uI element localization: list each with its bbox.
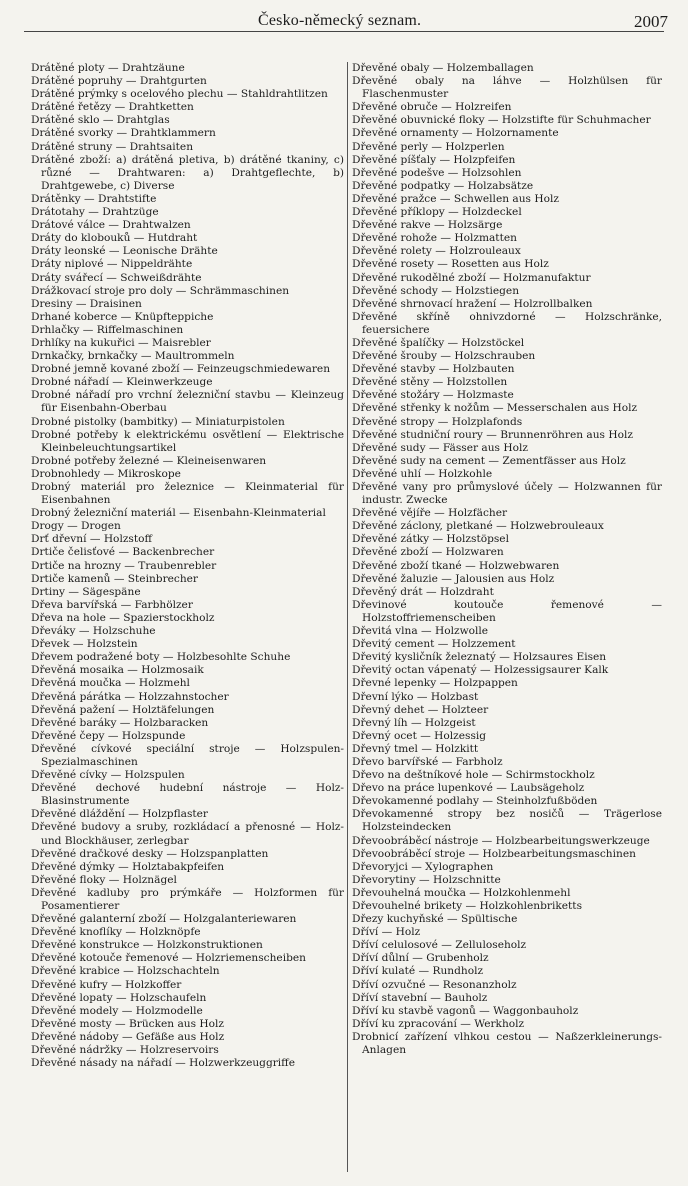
dictionary-entry: Dřevné lepenky — Holzpappen xyxy=(352,677,518,690)
dictionary-entry: Dřevěné píšťaly — Holzpfeifen xyxy=(352,153,516,166)
dictionary-entry: Dřevěné krabice — Holzschachteln xyxy=(31,965,220,978)
dictionary-entry: Dřevěné dechové hudební nástroje — Holz-Blasinstrumente xyxy=(31,782,344,808)
dictionary-entry: Drtiče na hrozny — Traubenrebler xyxy=(31,559,217,572)
dictionary-entry: Dřevěné dýmky — Holztabakpfeifen xyxy=(31,860,225,873)
dictionary-entry: Dřevěné žaluzie — Jalousien aus Holz xyxy=(352,572,555,585)
dictionary-entry: Dřevěná moučka — Holzmehl xyxy=(31,677,190,690)
dictionary-entry: Dřevěné kufry — Holzkoffer xyxy=(31,978,182,991)
dictionary-entry: Drátěné struny — Drahtsaiten xyxy=(31,140,194,153)
dictionary-entry: Dřevěné sudy — Fässer aus Holz xyxy=(352,441,528,454)
dictionary-entry: Drátěné svorky — Drahtklammern xyxy=(31,127,216,140)
dictionary-entry: Dřevěné stavby — Holzbauten xyxy=(352,363,515,376)
dictionary-entry: Dřevo na deštníkové hole — Schirmstockholz xyxy=(352,769,595,782)
dictionary-entry: Dřevný dehet — Holzteer xyxy=(352,703,489,716)
dictionary-entry: Dřevěné rolety — Holzrouleaux xyxy=(352,245,521,258)
dictionary-entry: Dřevo na práce lupenkové — Laubsägeholz xyxy=(352,782,585,795)
dictionary-entry: Drogy — Drogen xyxy=(31,520,121,533)
right-column xyxy=(352,62,662,1057)
dictionary-entry: Dřevěné knoflíky — Holzknöpfe xyxy=(31,926,201,939)
dictionary-entry: Drátotahy — Drahtzüge xyxy=(31,206,159,219)
dictionary-entry: Drobné potřeby k elektrickému osvětlení — Elektrische Kleinbeleuchtungsartikel xyxy=(31,428,344,454)
dictionary-entry: Dřevorytiny — Holzschnitte xyxy=(352,873,501,886)
dictionary-entry: Drobné potřeby železné — Kleineisenwaren xyxy=(31,454,267,467)
page-title: Česko-německý seznam. xyxy=(258,12,422,29)
dictionary-entry: Dřevěná pažení — Holztäfelungen xyxy=(31,703,215,716)
dictionary-entry: Dřeva na hole — Spazierstockholz xyxy=(31,611,215,624)
dictionary-entry: Dráty do klobouků — Hutdraht xyxy=(31,232,198,245)
dictionary-entry: Dřevěné záclony, pletkané — Holzwebrouleaux xyxy=(352,520,604,533)
dictionary-entry: Drtiče kamenů — Steinbrecher xyxy=(31,572,198,585)
dictionary-entry: Drátěné prýmky s ocelového plechu — Stahldrahtlitzen xyxy=(31,88,328,101)
left-column xyxy=(31,62,344,1070)
dictionary-entry: Dříví důlní — Grubenholz xyxy=(352,952,489,965)
dictionary-entry: Dřevěné zboží — Holzwaren xyxy=(352,546,504,559)
dictionary-entry: Dříví ozvučné — Resonanzholz xyxy=(352,978,517,991)
dictionary-entry: Dřevinové koutouče řemenové — Holzstoffriemenscheiben xyxy=(352,598,662,624)
header-rule xyxy=(24,31,664,32)
dictionary-entry: Drátěné popruhy — Drahtgurten xyxy=(31,75,207,88)
dictionary-entry: Dřevoobráběcí stroje — Holzbearbeitungsmaschinen xyxy=(352,847,636,860)
dictionary-entry: Dřevěné rukodělné zboží — Holzmanufaktur xyxy=(352,271,591,284)
dictionary-entry: Dřevěné perly — Holzperlen xyxy=(352,140,505,153)
dictionary-entry: Dříví stavební — Bauholz xyxy=(352,991,488,1004)
dictionary-entry: Dřevěné stěny — Holzstollen xyxy=(352,376,508,389)
dictionary-entry: Dřevěné rosety — Rosetten aus Holz xyxy=(352,258,549,271)
dictionary-entry: Dřevitá vlna — Holzwolle xyxy=(352,625,489,638)
dictionary-entry: Dřevěné studniční roury — Brunnenröhren aus Holz xyxy=(352,428,633,441)
dictionary-entry: Dřevěné zboží tkané — Holzwebwaren xyxy=(352,559,560,572)
dictionary-entry: Dřevěné rohože — Holzmatten xyxy=(352,232,517,245)
dictionary-entry: Dřevoryjci — Xylographen xyxy=(352,860,494,873)
dictionary-entry: Dřevěné sudy na cement — Zementfässer aus Holz xyxy=(352,454,626,467)
dictionary-entry: Drátěné ploty — Drahtzäune xyxy=(31,62,185,74)
dictionary-entry: Drhlačky — Riffelmaschinen xyxy=(31,323,184,336)
dictionary-entry: Drobný železniční materiál — Eisenbahn-Kleinmaterial xyxy=(31,507,326,520)
dictionary-entry: Drobnicí zařízení vlhkou cestou — Naßzerkleinerungs-Anlagen xyxy=(352,1030,662,1057)
dictionary-entry: Dřevěné cívky — Holzspulen xyxy=(31,769,185,782)
dictionary-entry: Drobné nářadí — Kleinwerkzeuge xyxy=(31,376,213,389)
dictionary-entry: Drážkovací stroje pro doly — Schrämmaschinen xyxy=(31,284,290,297)
dictionary-entry: Dřevěné stropy — Holzplafonds xyxy=(352,415,523,428)
dictionary-entry: Dřevní lýko — Holzbast xyxy=(352,690,479,703)
dictionary-entry: Dřeváky — Holzschuhe xyxy=(31,625,156,638)
dictionary-entry: Drobné jemně kované zboží — Feinzeugschmiedewaren xyxy=(31,363,331,376)
dictionary-entry: Dřevěné baráky — Holzbaracken xyxy=(31,716,209,729)
dictionary-entry: Drobný materiál pro železnice — Kleinmaterial für Eisenbahnen xyxy=(31,481,344,507)
dictionary-entry: Dřevem podražené boty — Holzbesohlte Schuhe xyxy=(31,651,291,664)
page-number: 2007 xyxy=(634,12,668,31)
dictionary-entry: Dřevěné obaly na láhve — Holzhülsen für Flaschenmuster xyxy=(352,75,662,101)
dictionary-entry: Dřevěné šrouby — Holzschrauben xyxy=(352,350,536,363)
dictionary-entry: Drátěné zboží: a) drátěná pletiva, b) drátěné tkaniny, c) různé — Drahtwaren: a) Drahtgeflechte, b) Drahtgewebe, c) Diverse xyxy=(31,153,344,192)
column-divider xyxy=(347,62,348,1172)
dictionary-entry: Dřevěné podešve — Holzsohlen xyxy=(352,166,522,179)
dictionary-entry: Dresiny — Draisinen xyxy=(31,297,142,310)
dictionary-entry: Drobné pistolky (bambitky) — Miniaturpistolen xyxy=(31,415,285,428)
dictionary-entry: Dřevěné galanterní zboží — Holzgalanteriewaren xyxy=(31,913,297,926)
dictionary-entry: Drť dřevní — Holzstoff xyxy=(31,533,153,546)
dictionary-entry: Dřevitý cement — Holzzement xyxy=(352,638,516,651)
dictionary-entry: Dřevek — Holzstein xyxy=(31,638,138,651)
dictionary-entry: Dřevěná párátka — Holzzahnstocher xyxy=(31,690,229,703)
dictionary-entry: Dřevěné zátky — Holzstöpsel xyxy=(352,533,509,546)
dictionary-entry: Dřevěné ornamenty — Holzornamente xyxy=(352,127,559,140)
dictionary-entry: Dřevokamenné podlahy — Steinholzfußböden xyxy=(352,795,598,808)
dictionary-entry: Dřevoobráběcí nástroje — Holzbearbeitungswerkzeuge xyxy=(352,834,650,847)
dictionary-entry: Dřeva barvířská — Farbhölzer xyxy=(31,598,193,611)
dictionary-entry: Dřevouhelná moučka — Holzkohlenmehl xyxy=(352,886,571,899)
dictionary-entry: Dříví kulaté — Rundholz xyxy=(352,965,484,978)
dictionary-entry: Dřevěné stožáry — Holzmaste xyxy=(352,389,514,402)
dictionary-entry: Drhané koberce — Knüpfteppiche xyxy=(31,310,214,323)
dictionary-entry: Dřevný tmel — Holzkitt xyxy=(352,742,479,755)
dictionary-entry: Dráty leonské — Leonische Drähte xyxy=(31,245,218,258)
dictionary-entry: Dříví ku zpracování — Werkholz xyxy=(352,1017,525,1030)
dictionary-entry: Drobnohledy — Mikroskope xyxy=(31,467,181,480)
dictionary-entry: Drnkačky, brnkačky — Maultrommeln xyxy=(31,350,235,363)
dictionary-entry: Dřevěné čepy — Holzspunde xyxy=(31,729,186,742)
dictionary-entry: Dřevný ocet — Holzessig xyxy=(352,729,487,742)
dictionary-entry: Dříví celulosové — Zelluloseholz xyxy=(352,939,527,952)
dictionary-entry: Dráty niplové — Nippeldrähte xyxy=(31,258,193,271)
dictionary-entry: Drtiny — Sägespäne xyxy=(31,585,141,598)
dictionary-entry: Dřevěné schody — Holzstiegen xyxy=(352,284,520,297)
dictionary-entry: Dřevěné lopaty — Holzschaufeln xyxy=(31,991,207,1004)
dictionary-entry: Dřevo barvířské — Farbholz xyxy=(352,755,503,768)
dictionary-entry: Dřevěné skříně ohnivzdorné — Holzschränke, feuersichere xyxy=(352,310,662,336)
dictionary-entry: Dřevěné uhlí — Holzkohle xyxy=(352,467,493,480)
dictionary-entry: Dřevěné budovy a sruby, rozkládací a přenosné — Holz- und Blockhäuser, zerlegbar xyxy=(31,821,344,847)
dictionary-entry: Dřevěné floky — Holznägel xyxy=(31,873,177,886)
dictionary-entry: Dřevěné násady na nářadí — Holzwerkzeuggriffe xyxy=(31,1057,295,1070)
dictionary-entry: Dřevěné rakve — Holzsärge xyxy=(352,219,503,232)
dictionary-entry: Drátěné sklo — Drahtglas xyxy=(31,114,170,127)
dictionary-entry: Dřevěné modely — Holzmodelle xyxy=(31,1004,203,1017)
dictionary-entry: Dřevěné shrnovací hražení — Holzrollbalken xyxy=(352,297,593,310)
dictionary-entry: Dráty svářecí — Schweißdrähte xyxy=(31,271,202,284)
dictionary-entry: Dřevěné obuvnické floky — Holzstifte für Schuhmacher xyxy=(352,114,651,127)
dictionary-entry: Dřevěné pražce — Schwellen aus Holz xyxy=(352,192,559,205)
dictionary-entry: Dřevěné podpatky — Holzabsätze xyxy=(352,179,534,192)
dictionary-entry: Dřevokamenné stropy bez nosičů — Trägerlose Holzsteindecken xyxy=(352,808,662,834)
dictionary-entry: Dřevěné vany pro průmyslové účely — Holzwannen für industr. Zwecke xyxy=(352,481,662,507)
dictionary-entry: Drobné nářadí pro vrchní železniční stavbu — Kleinzeug für Eisenbahn-Oberbau xyxy=(31,389,344,415)
dictionary-entry: Dřevěné příklopy — Holzdeckel xyxy=(352,206,522,219)
dictionary-entry: Dřevěné cívkové speciální stroje — Holzspulen-Spezialmaschinen xyxy=(31,742,344,768)
dictionary-entry: Dřevitý octan vápenatý — Holzessigsaurer Kalk xyxy=(352,664,609,677)
dictionary-entry: Dřevěné dračkové desky — Holzspanplatten xyxy=(31,847,269,860)
dictionary-entry: Drátěné řetězy — Drahtketten xyxy=(31,101,194,114)
dictionary-entry: Dřevěné vějíře — Holzfächer xyxy=(352,507,508,520)
dictionary-entry: Dřevěný drát — Holzdraht xyxy=(352,585,494,598)
dictionary-entry: Dřevěné obaly — Holzemballagen xyxy=(352,62,534,74)
dictionary-entry: Dřevěné dláždění — Holzpflaster xyxy=(31,808,208,821)
dictionary-entry: Dřezy kuchyňské — Spültische xyxy=(352,913,518,926)
dictionary-entry: Dřevěné mosty — Brücken aus Holz xyxy=(31,1017,224,1030)
dictionary-entry: Dřevitý kysličník železnatý — Holzsaures Eisen xyxy=(352,651,607,664)
dictionary-entry: Dřevěné střenky k nožům — Messerschalen aus Holz xyxy=(352,402,638,415)
dictionary-entry: Dříví ku stavbě vagonů — Waggonbauholz xyxy=(352,1004,579,1017)
dictionary-entry: Dřevěné kotouče řemenové — Holzriemenscheiben xyxy=(31,952,306,965)
dictionary-entry: Dřevěné nádržky — Holzreservoirs xyxy=(31,1044,219,1057)
dictionary-entry: Dřevěné obruče — Holzreifen xyxy=(352,101,512,114)
dictionary-entry: Dřevný líh — Holzgeist xyxy=(352,716,476,729)
page-header xyxy=(0,6,688,34)
dictionary-entry: Drátové válce — Drahtwalzen xyxy=(31,219,191,232)
dictionary-entry: Dřevěné špalíčky — Holzstöckel xyxy=(352,336,525,349)
dictionary-entry: Dřevěná mosaika — Holzmosaik xyxy=(31,664,204,677)
dictionary-entry: Drhlíky na kukuřici — Maisrebler xyxy=(31,336,211,349)
dictionary-entry: Dřevouhelné brikety — Holzkohlenbriketts xyxy=(352,900,583,912)
dictionary-entry: Dřevěné kadluby pro prýmkáře — Holzformen für Posamentierer xyxy=(31,886,344,912)
dictionary-entry: Drátěnky — Drahtstifte xyxy=(31,192,157,205)
dictionary-entry: Dříví — Holz xyxy=(352,926,421,939)
dictionary-entry: Drtiče čelisťové — Backenbrecher xyxy=(31,546,215,559)
dictionary-entry: Dřevěné konstrukce — Holzkonstruktionen xyxy=(31,939,263,952)
dictionary-entry: Dřevěné nádoby — Gefäße aus Holz xyxy=(31,1030,225,1043)
